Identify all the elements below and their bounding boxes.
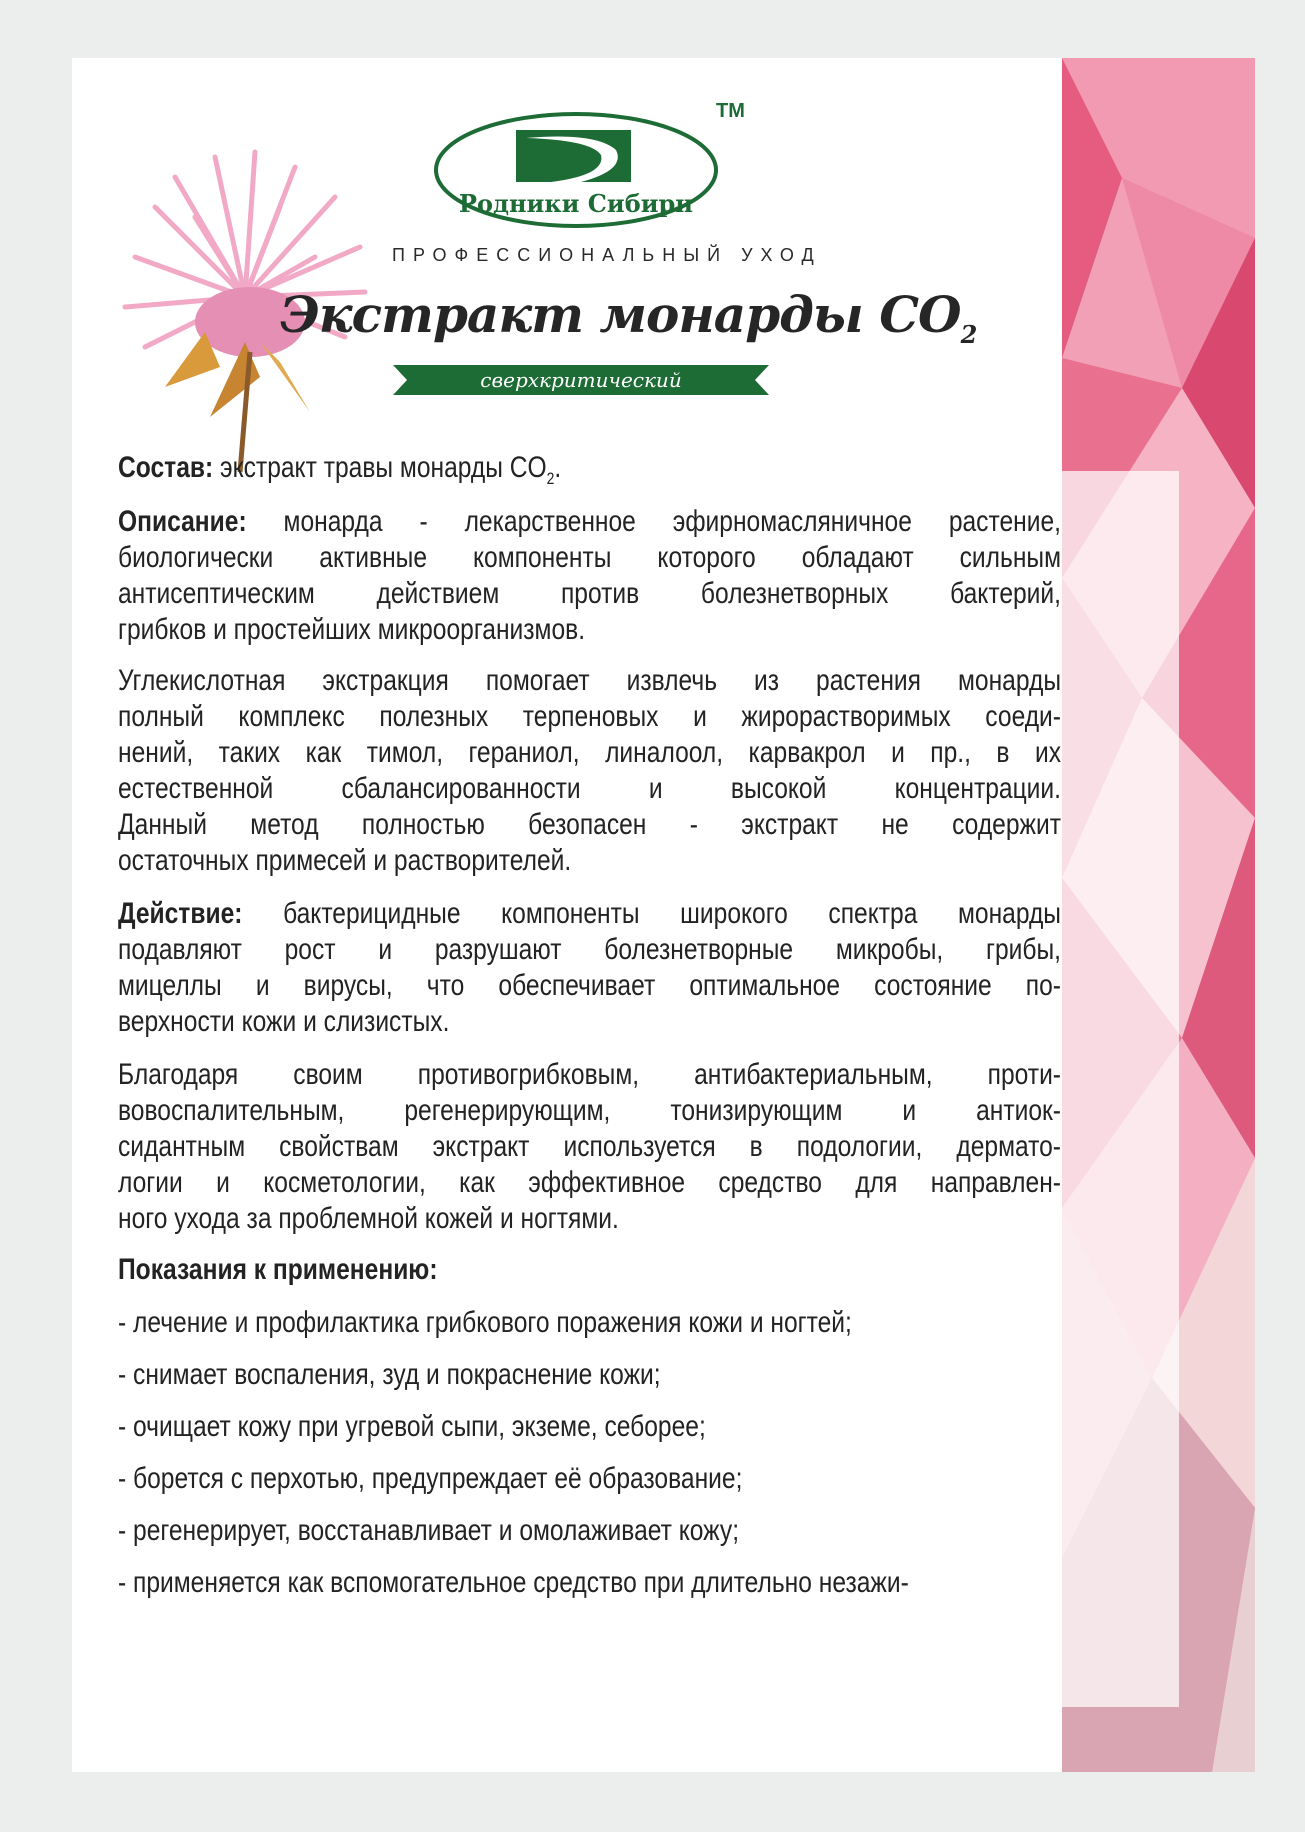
composition [118,450,1061,486]
composition-text: экстракт травы монарды CO [220,451,547,484]
text-line: грибков и простейших микроорганизмов. [118,613,586,646]
description-label: Описание: [118,505,247,538]
rodniki-sibiri-logo [431,110,721,230]
indication-item: - применяется как вспомогательное средство при длительно незажи- [118,1566,909,1599]
indications-heading: Показания к применению: [118,1253,438,1286]
action-label: Действие: [118,897,243,930]
product-title-text: Экстракт монарды CO [280,285,961,344]
composition-label: Состав: [118,451,214,484]
trademark-symbol: TM [716,100,745,122]
text-line: Данный метод полностью безопасен - экстракт не содержит [118,808,1061,841]
text-line: мицеллы и вирусы, что обеспечивает оптимальное состояние по- [118,969,1061,1002]
text-line: монарда - лекарственное эфирномасляничное растение, [283,505,1061,538]
translucent-panel [1062,471,1179,1707]
indication-item: - регенерирует, восстанавливает и омолаживает кожу; [118,1514,740,1547]
indication-item: - лечение и профилактика грибкового поражения кожи и ногтей; [118,1306,852,1339]
indication-item: - борется с перхотью, предупреждает её образование; [118,1462,743,1495]
text-line: верхности кожи и слизистых. [118,1005,450,1038]
description [118,504,1061,648]
product-title [280,285,977,349]
text-line: подавляют рост и разрушают болезнетворные микробы, грибы, [118,933,1061,966]
product-title-subscript: 2 [960,320,977,349]
composition-sub: 2 [546,469,555,488]
text-line: вовоспалительным, регенерирующим, тонизирующим и антиок- [118,1094,1061,1127]
text-line: логии и косметологии, как эффективное средство для направлен- [118,1166,1061,1199]
text-line: Углекислотная экстракция помогает извлечь из растения монарды [118,664,1061,697]
indication-item: - снимает воспаления, зуд и покраснение кожи; [118,1358,661,1391]
extraction [118,663,1061,879]
text-line: ного ухода за проблемной кожей и ногтями. [118,1202,619,1235]
text-line: биологически активные компоненты которого обладают сильным [118,541,1061,574]
text-line: естественной сбалансированности и высокой концентрации. [118,772,1061,805]
text-line: полный комплекс полезных терпеновых и жирорастворимых соеди- [118,700,1061,733]
text-line: остаточных примесей и растворителей. [118,844,572,877]
logo-text: Родники Сибири [458,189,694,218]
indication-item: - очищает кожу при угревой сыпи, экземе, себорее; [118,1410,706,1443]
text-line: Благодаря своим противогрибковым, антибактериальным, проти- [118,1058,1061,1091]
text-line: антисептическим действием против болезнетворных бактерий, [118,577,1061,610]
text-line: сидантным свойствам экстракт используется в подологии, дермато- [118,1130,1061,1163]
composition-end: . [554,451,562,484]
action [118,896,1061,1040]
text-line: бактерицидные компоненты широкого спектра монарды [283,897,1061,930]
properties [118,1057,1061,1237]
ribbon-text: сверхкритический [480,368,682,392]
text-line: нений, таких как тимол, гераниол, линалоол, карвакрол и пр., в их [118,736,1061,769]
tagline: ПРОФЕССИОНАЛЬНЫЙ УХОД [392,245,822,265]
